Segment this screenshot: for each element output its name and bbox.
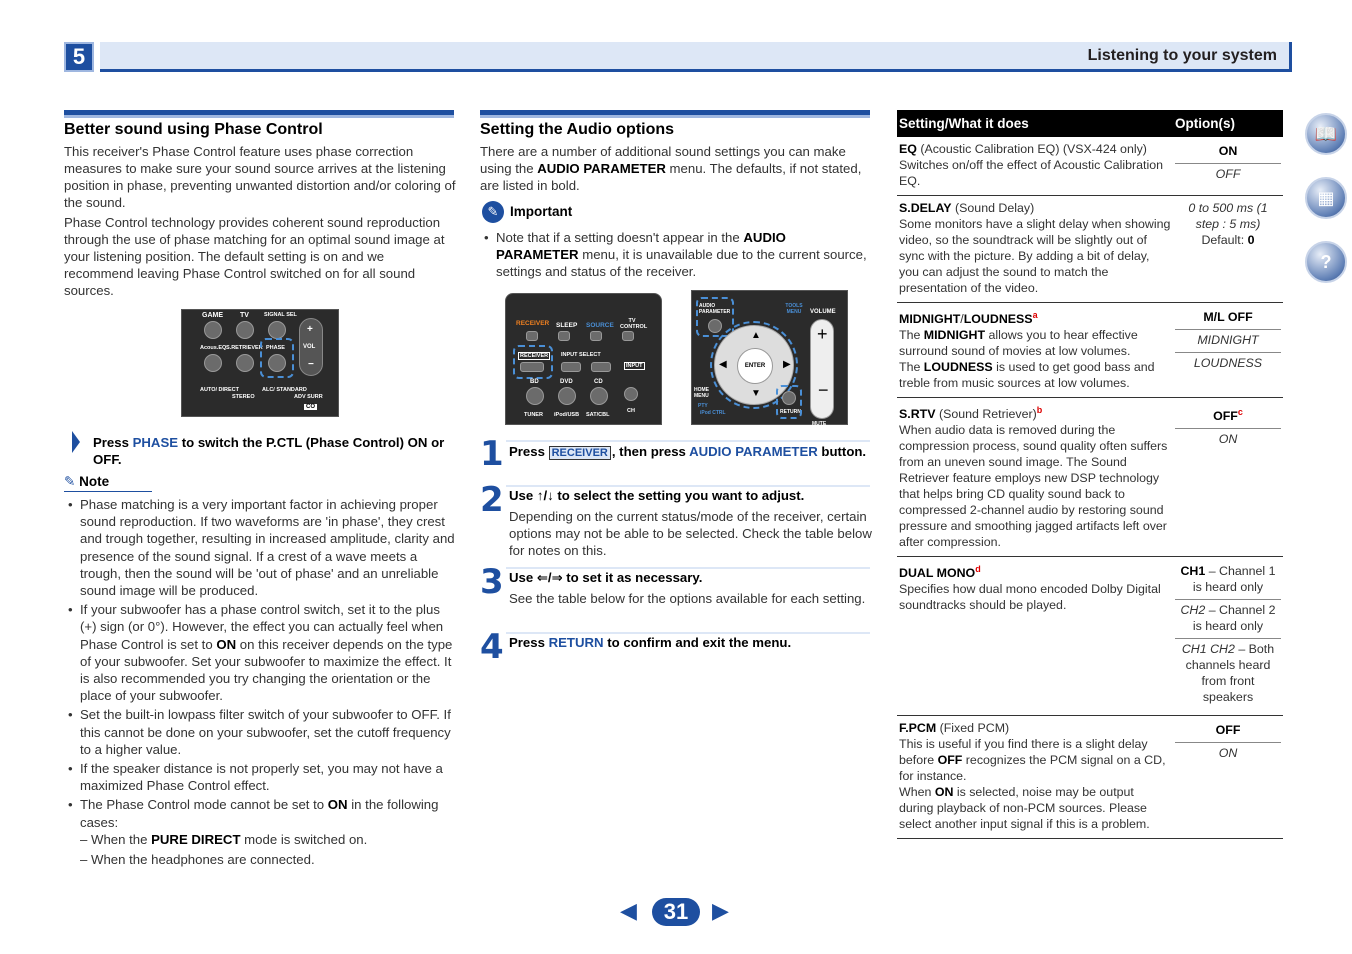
chapter-number-text: 5 bbox=[72, 44, 86, 69]
page-number: 31 bbox=[652, 898, 700, 926]
remote-label-dvd: DVD bbox=[560, 379, 573, 385]
remote-label-tv: TV bbox=[240, 312, 249, 319]
remote-label-adv-surr: ADV SURR bbox=[294, 394, 323, 400]
table-row-srtv: S.RTV (Sound Retriever)$^b$ When audio data is removed during the compression process, sound quality often suffers from an uneven sound image. The Sound Retriever feature employs new DSP technology that helps bring CD quality sound back to compressed 2-channel audio by restoring sound pressure and smoothing jagged artifacts left over after compression. OFF$^c$ ON bbox=[897, 398, 1283, 557]
step-divider bbox=[506, 567, 870, 569]
remote-label-alc: ALC/ STANDARD bbox=[262, 387, 307, 393]
remote-label-ipod-usb: iPod/USB bbox=[554, 412, 580, 418]
note-underline bbox=[64, 491, 152, 492]
remote-button bbox=[558, 387, 576, 405]
table-header-options: Option(s) bbox=[1173, 110, 1283, 137]
important-list bbox=[480, 229, 872, 283]
step-3-body: See the table below for the options available for each setting. bbox=[509, 591, 866, 606]
step-number: 2 bbox=[480, 480, 504, 520]
step-3-heading: Use ⇐/⇒ to set it as necessary. bbox=[509, 570, 703, 585]
audio-options-table bbox=[897, 110, 1283, 839]
instruction-key: PHASE bbox=[132, 435, 179, 450]
remote-button bbox=[590, 331, 602, 341]
remote-label-receiver: RECEIVER bbox=[516, 320, 550, 327]
help-icon[interactable]: ? bbox=[1305, 241, 1347, 283]
remote-label-mute: MUTE bbox=[812, 421, 827, 427]
receiver-highlight bbox=[513, 345, 553, 379]
step-divider bbox=[506, 440, 870, 442]
remote-label-tv-control: TV CONTROL bbox=[620, 318, 648, 330]
remote-label-bd: BD bbox=[530, 379, 539, 385]
remote-phase-image bbox=[181, 309, 339, 417]
instruction-arrow-icon bbox=[72, 431, 80, 453]
remote-button bbox=[622, 331, 634, 341]
remote-button bbox=[236, 354, 254, 372]
note-title: Note bbox=[79, 474, 110, 489]
receiver-key-icon: RECEIVER bbox=[549, 446, 611, 460]
remote-label-ch: CH bbox=[627, 408, 635, 414]
return-highlight bbox=[776, 385, 802, 419]
remote-label-source: SOURCE bbox=[586, 322, 614, 329]
phase-highlight bbox=[260, 338, 294, 378]
section-title-phase: Better sound using Phase Control bbox=[64, 121, 323, 138]
important-item: • Note that if a setting doesn't appear in the AUDIO PARAMETER menu, it is unavailable due to the current source, settings and status of the receiver. bbox=[480, 229, 872, 281]
remote-label-signal-sel: SIGNAL SEL bbox=[264, 312, 297, 318]
remote-icon[interactable]: ▦ bbox=[1305, 177, 1347, 219]
table-row-eq: EQ (Acoustic Calibration EQ) (VSX-424 only) Switches on/off the effect of Acoustic Calibration EQ. ON OFF bbox=[897, 137, 1283, 196]
remote-button bbox=[624, 387, 638, 401]
remote-button bbox=[590, 387, 608, 405]
remote-label-tools-menu: TOOLS MENU bbox=[785, 303, 803, 315]
remote-label-input-select: INPUT SELECT bbox=[561, 352, 601, 358]
step-2-heading: Use ↑/↓ to select the setting you want to adjust. bbox=[509, 488, 805, 503]
table-row-midnight: MIDNIGHT/LOUDNESS$^a$ The MIDNIGHT allows you to hear effective surround sound of movies at low volumes. The LOUDNESS is used to get good bass and treble from music sources at low volumes. M/L OFF MIDNIGHT LOUDNESS bbox=[897, 303, 1283, 398]
enter-button: ENTER bbox=[737, 348, 773, 384]
remote-button bbox=[591, 362, 611, 372]
phase-instruction bbox=[93, 434, 459, 468]
step-number: 3 bbox=[480, 562, 504, 602]
remote-receiver-image bbox=[505, 293, 662, 425]
remote-label-ipod-ctrl: iPod CTRL bbox=[700, 410, 726, 416]
note-pen-icon: ✎ bbox=[64, 474, 76, 489]
remote-label-receiver-btn: RECEIVER bbox=[520, 353, 549, 359]
chapter-number bbox=[64, 42, 94, 72]
remote-label-co: CO bbox=[306, 404, 315, 410]
section-bar bbox=[64, 110, 454, 118]
remote-label-pty: PTY bbox=[698, 403, 708, 409]
step-2-body: Depending on the current status/mode of the receiver, certain options may not be able to be selected. Check the table below for notes on this. bbox=[509, 509, 872, 558]
note-dash-item: – When the PURE DIRECT mode is switched on. bbox=[80, 832, 368, 847]
instruction-pre: Press bbox=[93, 435, 133, 450]
phase-para-1: This receiver's Phase Control feature uses phase correction measures to make sure your sound source arrives at the listening position in phase, preventing unwanted distortion and/or coloring of the sound. bbox=[64, 144, 456, 210]
remote-label-vol: VOL bbox=[303, 344, 316, 350]
remote-button bbox=[236, 321, 254, 339]
remote-label-sat-cbl: SAT/CBL bbox=[586, 412, 610, 418]
page-title: Listening to your system bbox=[1087, 47, 1277, 64]
table-row-dualmono: DUAL MONO$^d$ Specifies how dual mono encoded Dolby Digital soundtracks should be played. CH1 – Channel 1 is heard only CH2 – Channel 2 is heard only CH1 CH2 – Both channels heard from front speakers bbox=[897, 557, 1283, 716]
remote-label-volume: VOLUME bbox=[810, 309, 836, 315]
cursor-pad: ENTER ▲ ▼ ◀ ▶ bbox=[714, 325, 794, 405]
step-1-heading: Press RECEIVER , then press AUDIO PARAMETER button. bbox=[509, 444, 867, 459]
volume-rocker: + − bbox=[810, 319, 834, 419]
remote-label-auto-direct: AUTO/ DIRECT bbox=[200, 387, 240, 393]
remote-button bbox=[204, 354, 222, 372]
note-heading bbox=[64, 474, 109, 490]
remote-button bbox=[558, 331, 570, 341]
remote-label-stereo: STEREO bbox=[232, 394, 255, 400]
section-title-audio: Setting the Audio options bbox=[480, 121, 675, 138]
note-item: • Phase matching is a very important factor in achieving proper sound reproduction. If two waveforms are 'in phase', they crest and trough together, resulting in increased amplitude, clarity and presence of the sound signal. If a crest of a wave meets a trough, then the sound will be 'out of phase' and an unreliable sound image will be produced. bbox=[64, 496, 459, 599]
remote-button bbox=[526, 387, 544, 405]
section-bar bbox=[480, 110, 870, 118]
step-divider bbox=[506, 485, 870, 487]
remote-label-s-retriever: S.RETRIEVER bbox=[226, 345, 263, 351]
remote-button bbox=[204, 321, 222, 339]
remote-label-cd: CD bbox=[594, 379, 603, 385]
volume-rocker: + VOL − bbox=[299, 318, 323, 376]
important-title: Important bbox=[510, 204, 573, 219]
book-icon[interactable]: 📖 bbox=[1305, 113, 1347, 155]
remote-audio-parameter-image bbox=[691, 290, 848, 425]
next-page-icon[interactable]: ▶ bbox=[712, 898, 729, 923]
remote-button bbox=[268, 321, 286, 339]
audio-intro: There are a number of additional sound settings you can make using the AUDIO PARAMETER menu. The defaults, if not stated, are listed in bold. bbox=[480, 144, 862, 193]
remote-label-acous-eq: Acous.EQ bbox=[200, 345, 227, 351]
important-icon: ✎ bbox=[482, 201, 504, 223]
step-number: 1 bbox=[480, 434, 504, 474]
header-bar bbox=[100, 42, 1292, 72]
step-number: 4 bbox=[480, 627, 504, 667]
prev-page-icon[interactable]: ◀ bbox=[620, 898, 637, 923]
note-item: • If your subwoofer has a phase control switch, set it to the plus (+) sign (or 0°). However, the effect you can actually feel when Phase Control is set to ON on this receiver depends on the type of your subwoofer. Set your subwoofer to maximize the effect. It is also recommended you try changing the orientation or the place of your subwoofer. bbox=[64, 601, 459, 704]
remote-label-home-menu: HOME MENU bbox=[694, 387, 709, 399]
remote-label-return: RETURN bbox=[780, 409, 801, 415]
table-header-setting: Setting/What it does bbox=[897, 110, 1173, 137]
remote-label-game: GAME bbox=[202, 312, 223, 319]
note-item: • The Phase Control mode cannot be set to ON in the following cases: bbox=[64, 796, 459, 830]
instruction-post: to switch the P.CTL (Phase Control) ON or OFF. bbox=[93, 435, 445, 467]
note-list bbox=[64, 496, 459, 833]
remote-label-phase: PHASE bbox=[266, 345, 285, 351]
note-item: • If the speaker distance is not properly set, you may not have a maximized Phase Control effect. bbox=[64, 760, 459, 794]
remote-button bbox=[561, 362, 581, 372]
remote-label-tuner: TUNER bbox=[524, 412, 543, 418]
table-row-fpcm: F.PCM (Fixed PCM) This is useful if you find there is a slight delay before OFF recognizes the PCM signal on a CD, for instance. When ON is selected, noise may be output during playback of non-PCM sources. Please select another input signal if this is a problem. OFF ON bbox=[897, 716, 1283, 839]
remote-label-input: INPUT bbox=[626, 363, 643, 369]
remote-button bbox=[526, 331, 538, 341]
remote-label-audio-parameter: AUDIO PARAMETER bbox=[699, 303, 731, 315]
remote-label-sleep: SLEEP bbox=[556, 322, 578, 329]
note-item: • Set the built-in lowpass filter switch of your subwoofer to OFF. If this cannot be done on your subwoofer, set the cutoff frequency to a higher value. bbox=[64, 706, 459, 758]
table-row-sdelay: S.DELAY (Sound Delay) Some monitors have a slight delay when showing video, so the soundtrack will be slightly out of sync with the picture. By adding a bit of delay, you can adjust the sound to match the presentation of the video. 0 to 500 ms (1 step : 5 ms) Default: 0 bbox=[897, 196, 1283, 303]
phase-para-2: Phase Control technology provides coherent sound reproduction through the use of phase matching for an optimal sound image at your listening position. The default setting is on and we recommend leaving Phase Control switched on for all sound sources. bbox=[64, 215, 445, 298]
note-dash-item: – When the headphones are connected. bbox=[80, 852, 315, 867]
step-divider bbox=[506, 632, 870, 634]
step-4-heading: Press RETURN to confirm and exit the menu. bbox=[509, 635, 792, 650]
